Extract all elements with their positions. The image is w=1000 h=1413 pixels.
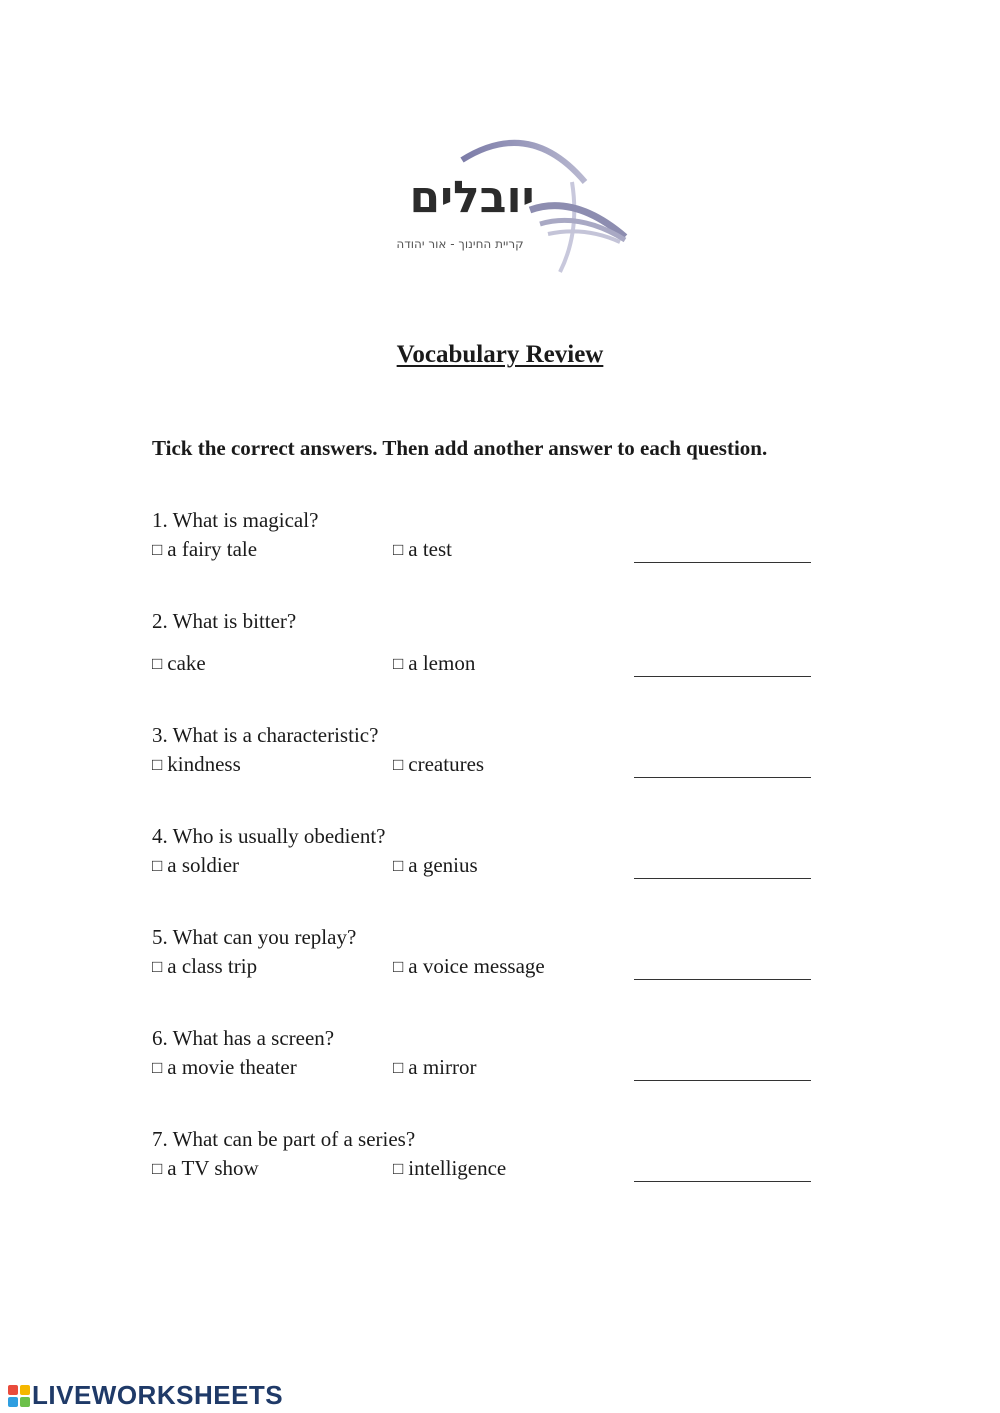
brand-name: LIVEWORKSHEETS [32,1380,284,1410]
question-2-option-1[interactable] [152,651,206,676]
checkbox[interactable]: □ [152,1058,163,1077]
question-2-answer-blank[interactable] [634,676,811,677]
liveworksheets-brand[interactable] [8,1380,283,1411]
question-1-answer-blank[interactable] [634,562,811,563]
checkbox[interactable]: □ [152,540,163,559]
question-2-option-2[interactable] [393,651,475,676]
liveworksheets-logo-icon [8,1385,30,1407]
logo-square [8,1385,18,1395]
instructions: Tick the correct answers. Then add another answer to each question. [152,436,768,460]
school-logo [380,122,630,277]
question-1-option-2[interactable] [393,537,452,562]
question-7-text: 7. What can be part of a series? [152,1127,416,1151]
question-5-option-2[interactable] [393,954,545,979]
question-2-text: 2. What is bitter? [152,609,297,633]
option-label: a lemon [408,651,476,675]
option-label: a soldier [167,853,240,877]
question-6-text: 6. What has a screen? [152,1026,335,1050]
logo-subtitle: קריית החינוך - אור יהודה [396,237,524,251]
option-label: a movie theater [167,1055,297,1079]
question-4-text: 4. Who is usually obedient? [152,824,386,848]
question-3-option-1[interactable] [152,752,241,777]
checkbox[interactable]: □ [393,957,404,976]
logo-square [20,1385,30,1395]
logo-arc-lower [560,182,574,272]
page-title: Vocabulary Review [396,341,604,368]
question-6-answer-blank[interactable] [634,1080,811,1081]
question-7-answer-blank[interactable] [634,1181,811,1182]
checkbox[interactable]: □ [393,1159,404,1178]
option-label: a TV show [167,1156,259,1180]
question-4-option-1[interactable] [152,853,239,878]
question-4-option-2[interactable] [393,853,478,878]
checkbox[interactable]: □ [393,654,404,673]
option-label: creatures [408,752,485,776]
checkbox[interactable]: □ [152,755,163,774]
question-3-text: 3. What is a characteristic? [152,723,379,747]
question-1-text: 1. What is magical? [152,508,319,532]
option-label: cake [167,651,206,675]
checkbox[interactable]: □ [393,856,404,875]
logo-square [8,1397,18,1407]
question-7-option-2[interactable] [393,1156,506,1181]
logo-graphic [380,122,630,277]
option-label: a class trip [167,954,258,978]
checkbox[interactable]: □ [152,1159,163,1178]
logo-square [20,1397,30,1407]
question-3-answer-blank[interactable] [634,777,811,778]
option-label: a mirror [408,1055,477,1079]
checkbox[interactable]: □ [393,540,404,559]
question-6-option-1[interactable] [152,1055,297,1080]
question-7-option-1[interactable] [152,1156,259,1181]
option-label: intelligence [408,1156,507,1180]
option-label: a genius [408,853,478,877]
question-5-answer-blank[interactable] [634,979,811,980]
question-3-option-2[interactable] [393,752,484,777]
question-6-option-2[interactable] [393,1055,477,1080]
logo-text: יובלים [409,172,535,223]
checkbox[interactable]: □ [152,654,163,673]
checkbox[interactable]: □ [152,957,163,976]
option-label: a fairy tale [167,537,258,561]
checkbox[interactable]: □ [393,1058,404,1077]
question-4-answer-blank[interactable] [634,878,811,879]
option-label: kindness [167,752,241,776]
question-5-option-1[interactable] [152,954,257,979]
option-label: a test [408,537,453,561]
option-label: a voice message [408,954,545,978]
question-1-option-1[interactable] [152,537,257,562]
question-5-text: 5. What can you replay? [152,925,357,949]
checkbox[interactable]: □ [393,755,404,774]
checkbox[interactable]: □ [152,856,163,875]
